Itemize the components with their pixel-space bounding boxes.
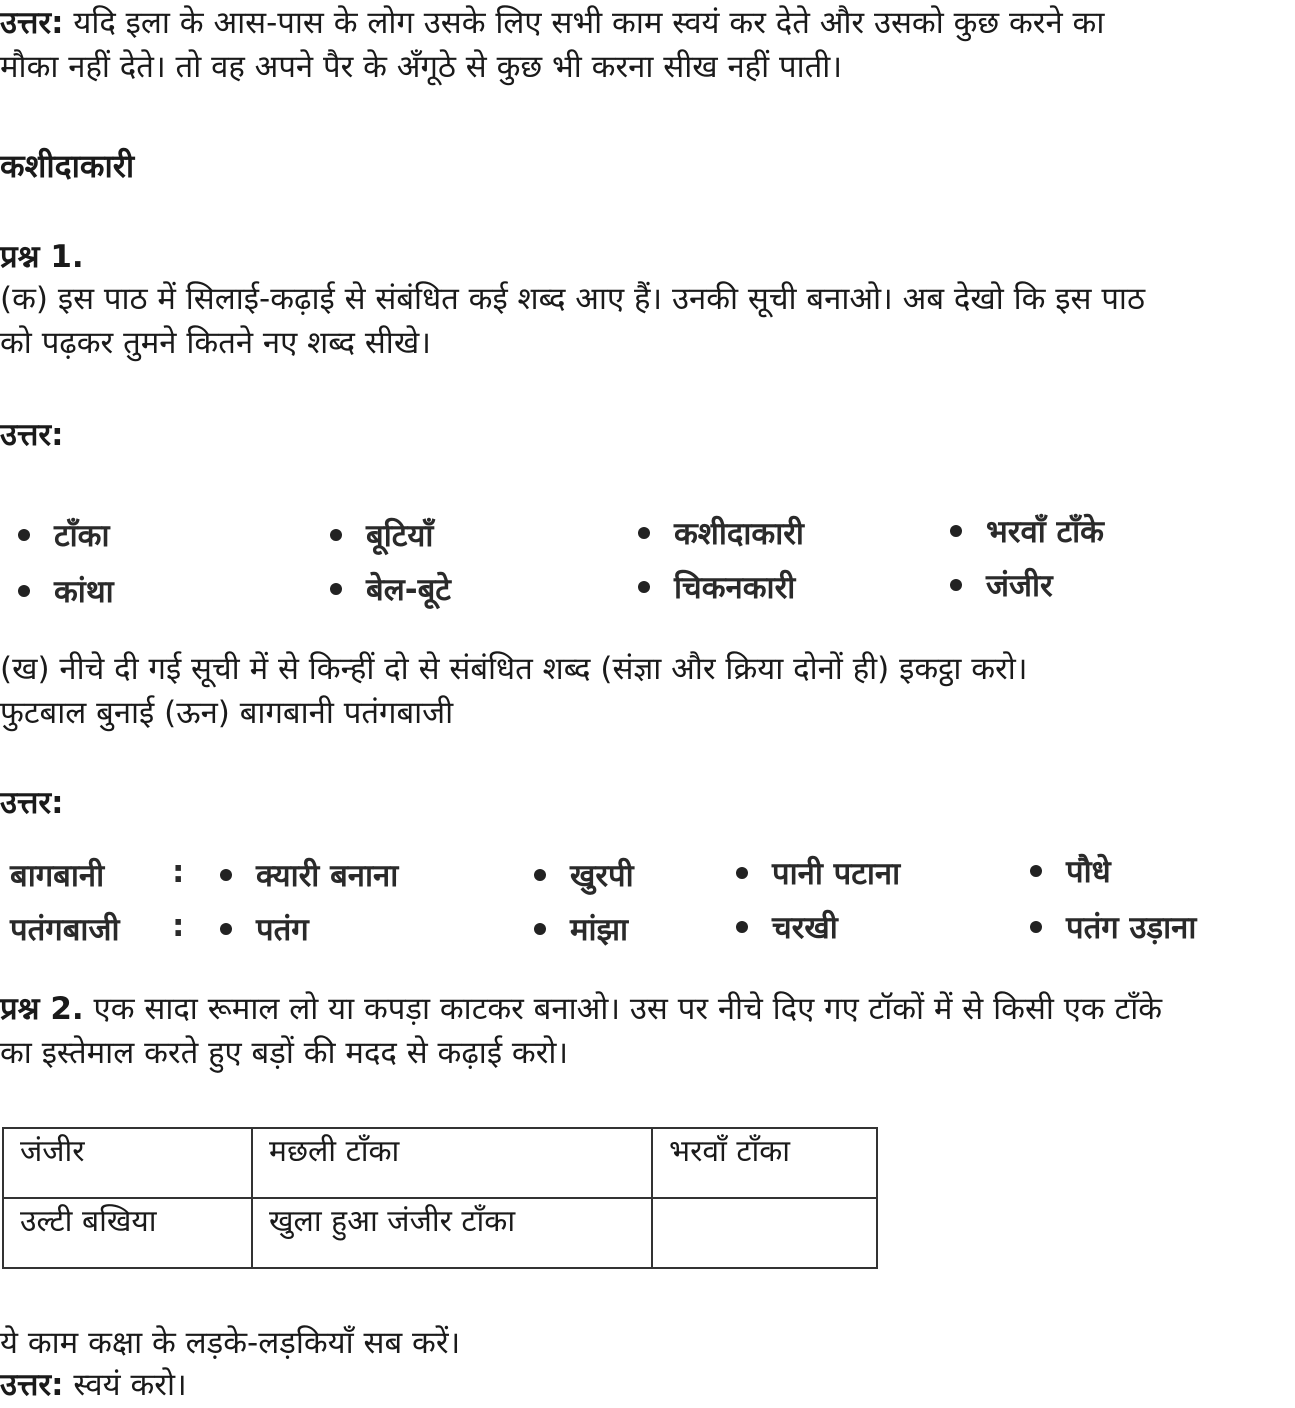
list-item: टाँका	[18, 514, 110, 556]
bullet-icon	[950, 525, 962, 537]
table-cell: मछली टाँका	[252, 1128, 652, 1198]
bullet-icon	[18, 585, 30, 597]
intro-text-1: यदि इला के आस-पास के लोग उसके लिए सभी काम स्वयं कर देते और उसको कुछ करने का	[63, 5, 1105, 41]
q2-label: प्रश्न 2.	[0, 991, 84, 1027]
table-row	[3, 1198, 877, 1268]
section-title: कशीदाकारी	[0, 147, 135, 185]
bullet-icon	[330, 583, 342, 595]
bullet-icon	[220, 869, 232, 881]
q1-part-a-line2: को पढ़कर तुमने कितने नए शब्द सीखे।	[0, 325, 431, 361]
list-item: जंजीर	[950, 564, 1053, 606]
list-item: पतंग उड़ाना	[1030, 906, 1196, 948]
q1-part-b-line2: फुटबाल बुनाई (ऊन) बागबानी पतंगबाजी	[0, 695, 454, 731]
list-item: चिकनकारी	[638, 566, 795, 608]
q2-note: ये काम कक्षा के लड़के-लड़कियाँ सब करें।	[0, 1325, 461, 1361]
list-item: पानी पटाना	[736, 852, 900, 894]
q1-answer-a-label: उत्तर:	[0, 417, 64, 453]
list-item: पतंग	[220, 908, 309, 950]
bullet-icon	[1030, 921, 1042, 933]
bullet-icon	[220, 923, 232, 935]
list-item: खुरपी	[534, 854, 634, 896]
bullet-icon	[736, 921, 748, 933]
q2-line1	[0, 986, 1162, 1032]
list-item: चरखी	[736, 906, 838, 948]
list-item: क्यारी बनाना	[220, 854, 398, 896]
q2-answer	[0, 1362, 187, 1408]
bullet-icon	[638, 581, 650, 593]
group-separator: :	[172, 854, 185, 890]
bullet-icon	[330, 529, 342, 541]
table-cell: उल्टी बखिया	[3, 1198, 252, 1268]
answer-label: उत्तर:	[0, 1367, 64, 1403]
q1-label: प्रश्न 1.	[0, 239, 84, 275]
q1-answer-b-label: उत्तर:	[0, 785, 64, 821]
list-item: बेल-बूटे	[330, 568, 451, 610]
intro-answer-line2: मौका नहीं देते। तो वह अपने पैर के अँगूठे से कुछ भी करना सीख नहीं पाती।	[0, 49, 843, 85]
list-item: मांझा	[534, 908, 628, 950]
bullet-icon	[534, 869, 546, 881]
table-cell: खुला हुआ जंजीर टाँका	[252, 1198, 652, 1268]
group-name: पतंगबाजी	[10, 912, 120, 948]
q1-part-b-line1: (ख) नीचे दी गई सूची में से किन्हीं दो से संबंधित शब्द (संज्ञा और क्रिया दोनों ही) इकट्ठा करो।	[0, 651, 1028, 687]
intro-answer-line1	[0, 0, 1104, 46]
list-item: कांथा	[18, 570, 114, 612]
stitch-table	[2, 1127, 878, 1269]
list-item: बूटियाँ	[330, 514, 433, 556]
table-row	[3, 1128, 877, 1198]
bullet-icon	[950, 579, 962, 591]
q2-answer-text: स्वयं करो।	[63, 1367, 187, 1403]
bullet-icon	[638, 527, 650, 539]
table-cell: भरवाँ टाँका	[652, 1128, 877, 1198]
bullet-icon	[736, 867, 748, 879]
bullet-icon	[18, 529, 30, 541]
q2-line2: का इस्तेमाल करते हुए बड़ों की मदद से कढ़ाई करो।	[0, 1035, 569, 1071]
list-item: पौधे	[1030, 850, 1111, 892]
group-separator: :	[172, 908, 185, 944]
answer-label: उत्तर:	[0, 5, 64, 41]
bullet-icon	[1030, 865, 1042, 877]
table-cell	[652, 1198, 877, 1268]
group-name: बागबानी	[10, 858, 105, 894]
list-item: कशीदाकारी	[638, 512, 804, 554]
table-cell: जंजीर	[3, 1128, 252, 1198]
bullet-icon	[534, 923, 546, 935]
q2-text-1: एक सादा रूमाल लो या कपड़ा काटकर बनाओ। उस पर नीचे दिए गए टॉकों में से किसी एक टाँके	[83, 991, 1163, 1027]
list-item: भरवाँ टाँके	[950, 510, 1104, 552]
q1-part-a-line1: (क) इस पाठ में सिलाई-कढ़ाई से संबंधित कई शब्द आए हैं। उनकी सूची बनाओ। अब देखो कि इस पाठ	[0, 281, 1145, 317]
